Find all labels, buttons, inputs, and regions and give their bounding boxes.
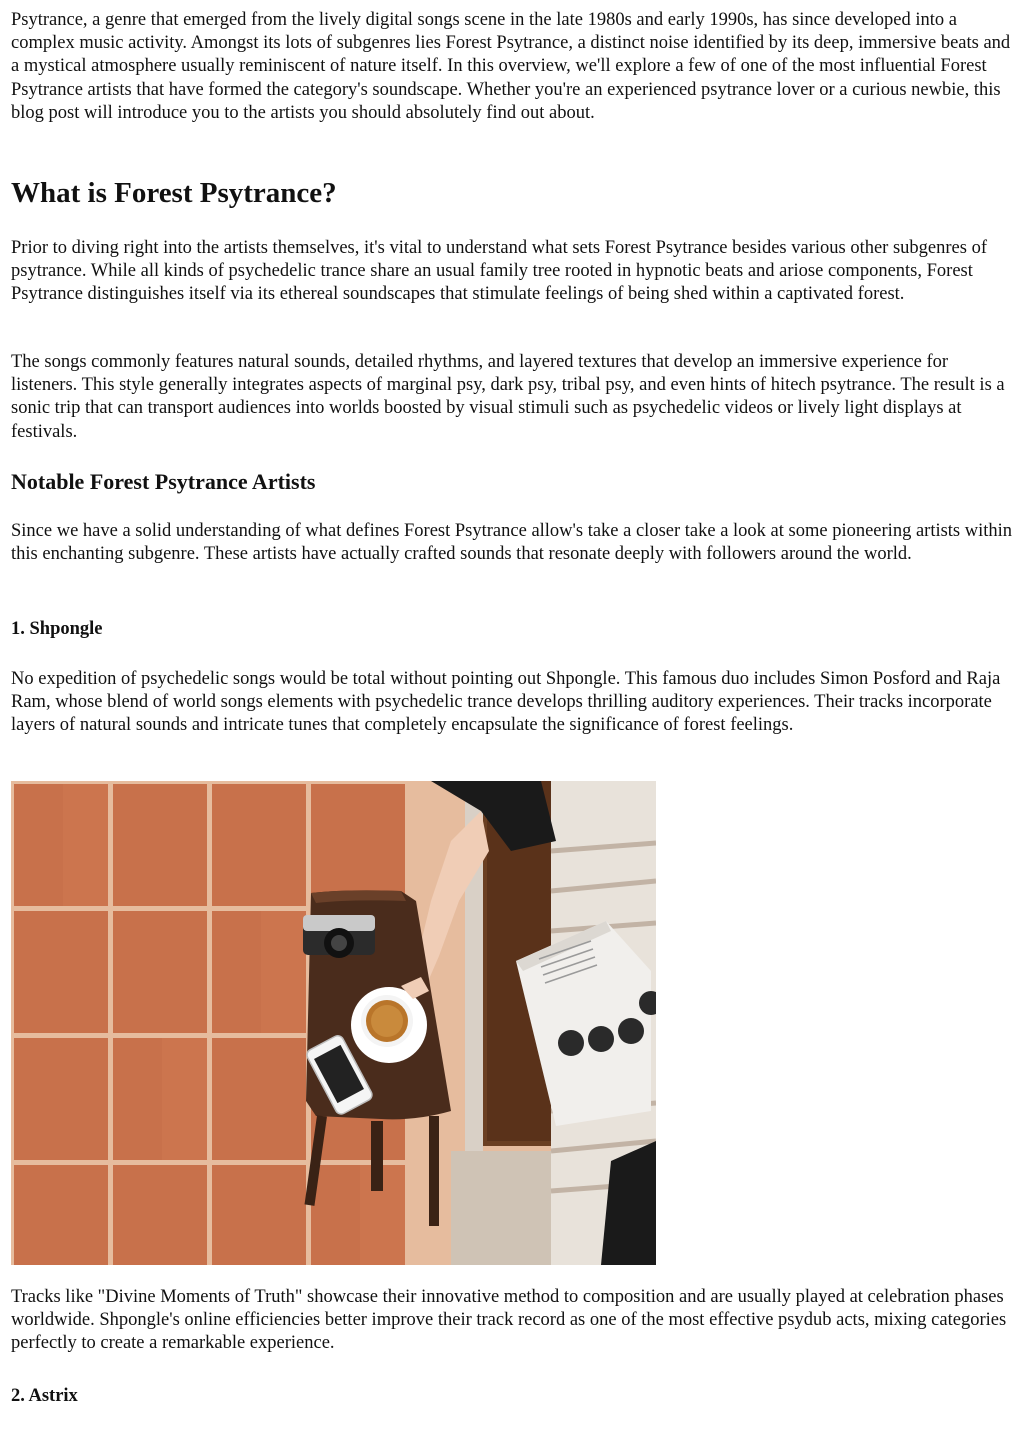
artist-heading-shpongle: 1. Shpongle	[11, 619, 103, 639]
artist-paragraph: No expedition of psychedelic songs would be total without pointing out Shpongle. This famous duo includes Simon Posford and Raja Ram, whose blend of world songs elements with psychedelic trance develops thrilling auditory experiences. Their tracks incorporate layers of natural sounds and intricate tunes that completely encapsulate the significance of forest feelings.	[11, 669, 1001, 736]
section-paragraph: Prior to diving right into the artists themselves, it's vital to understand what sets Forest Psytrance besides various other subgenres of psytrance. While all kinds of psychedelic trance share an usual family tree rooted in hypnotic beats and ariose components, Forest Psytrance distinguishes itself via its ethereal soundscapes that stimulate feelings of being shed within a captivated forest.	[11, 238, 987, 305]
section-paragraph: Since we have a solid understanding of what defines Forest Psytrance allow's take a closer take a look at some pioneering artists within this enchanting subgenre. These artists have actually crafted sounds that resonate deeply with followers around the world.	[11, 521, 1013, 565]
article-photo	[11, 781, 656, 1265]
intro-paragraph: Psytrance, a genre that emerged from the lively digital songs scene in the late 1980s and early 1990s, has since developed into a complex music activity. Amongst its lots of subgenres lies Forest Psytrance, a distinct noise identified by its deep, immersive beats and a mystical atmosphere usually reminiscent of nature itself. In this overview, we'll explore a few of one of the most influential Forest Psytrance artists that have formed the category's soundscape. Whether you're an experienced psytrance lover or a curious newbie, this blog post will introduce you to the artists you should absolutely find out about.	[11, 10, 1011, 123]
section-paragraph: The songs commonly features natural sounds, detailed rhythms, and layered textures that develop an immersive experience for listeners. This style generally integrates aspects of marginal psy, dark psy, tribal psy, and even hints of hitech psytrance. The result is a sonic trip that can transport audiences into worlds boosted by visual stimuli such as psychedelic videos or lively light displays at festivals.	[11, 352, 1005, 442]
artist-heading-astrix: 2. Astrix	[11, 1386, 78, 1406]
artist-paragraph: Tracks like "Divine Moments of Truth" showcase their innovative method to composition and are usually played at celebration phases worldwide. Shpongle's online efficiencies better improve their track record as one of the most effective psydub acts, mixing categories perfectly to create a remarkable experience.	[11, 1287, 1007, 1354]
section-heading-what-is: What is Forest Psytrance?	[11, 177, 337, 209]
section-heading-notable-artists: Notable Forest Psytrance Artists	[11, 469, 316, 494]
